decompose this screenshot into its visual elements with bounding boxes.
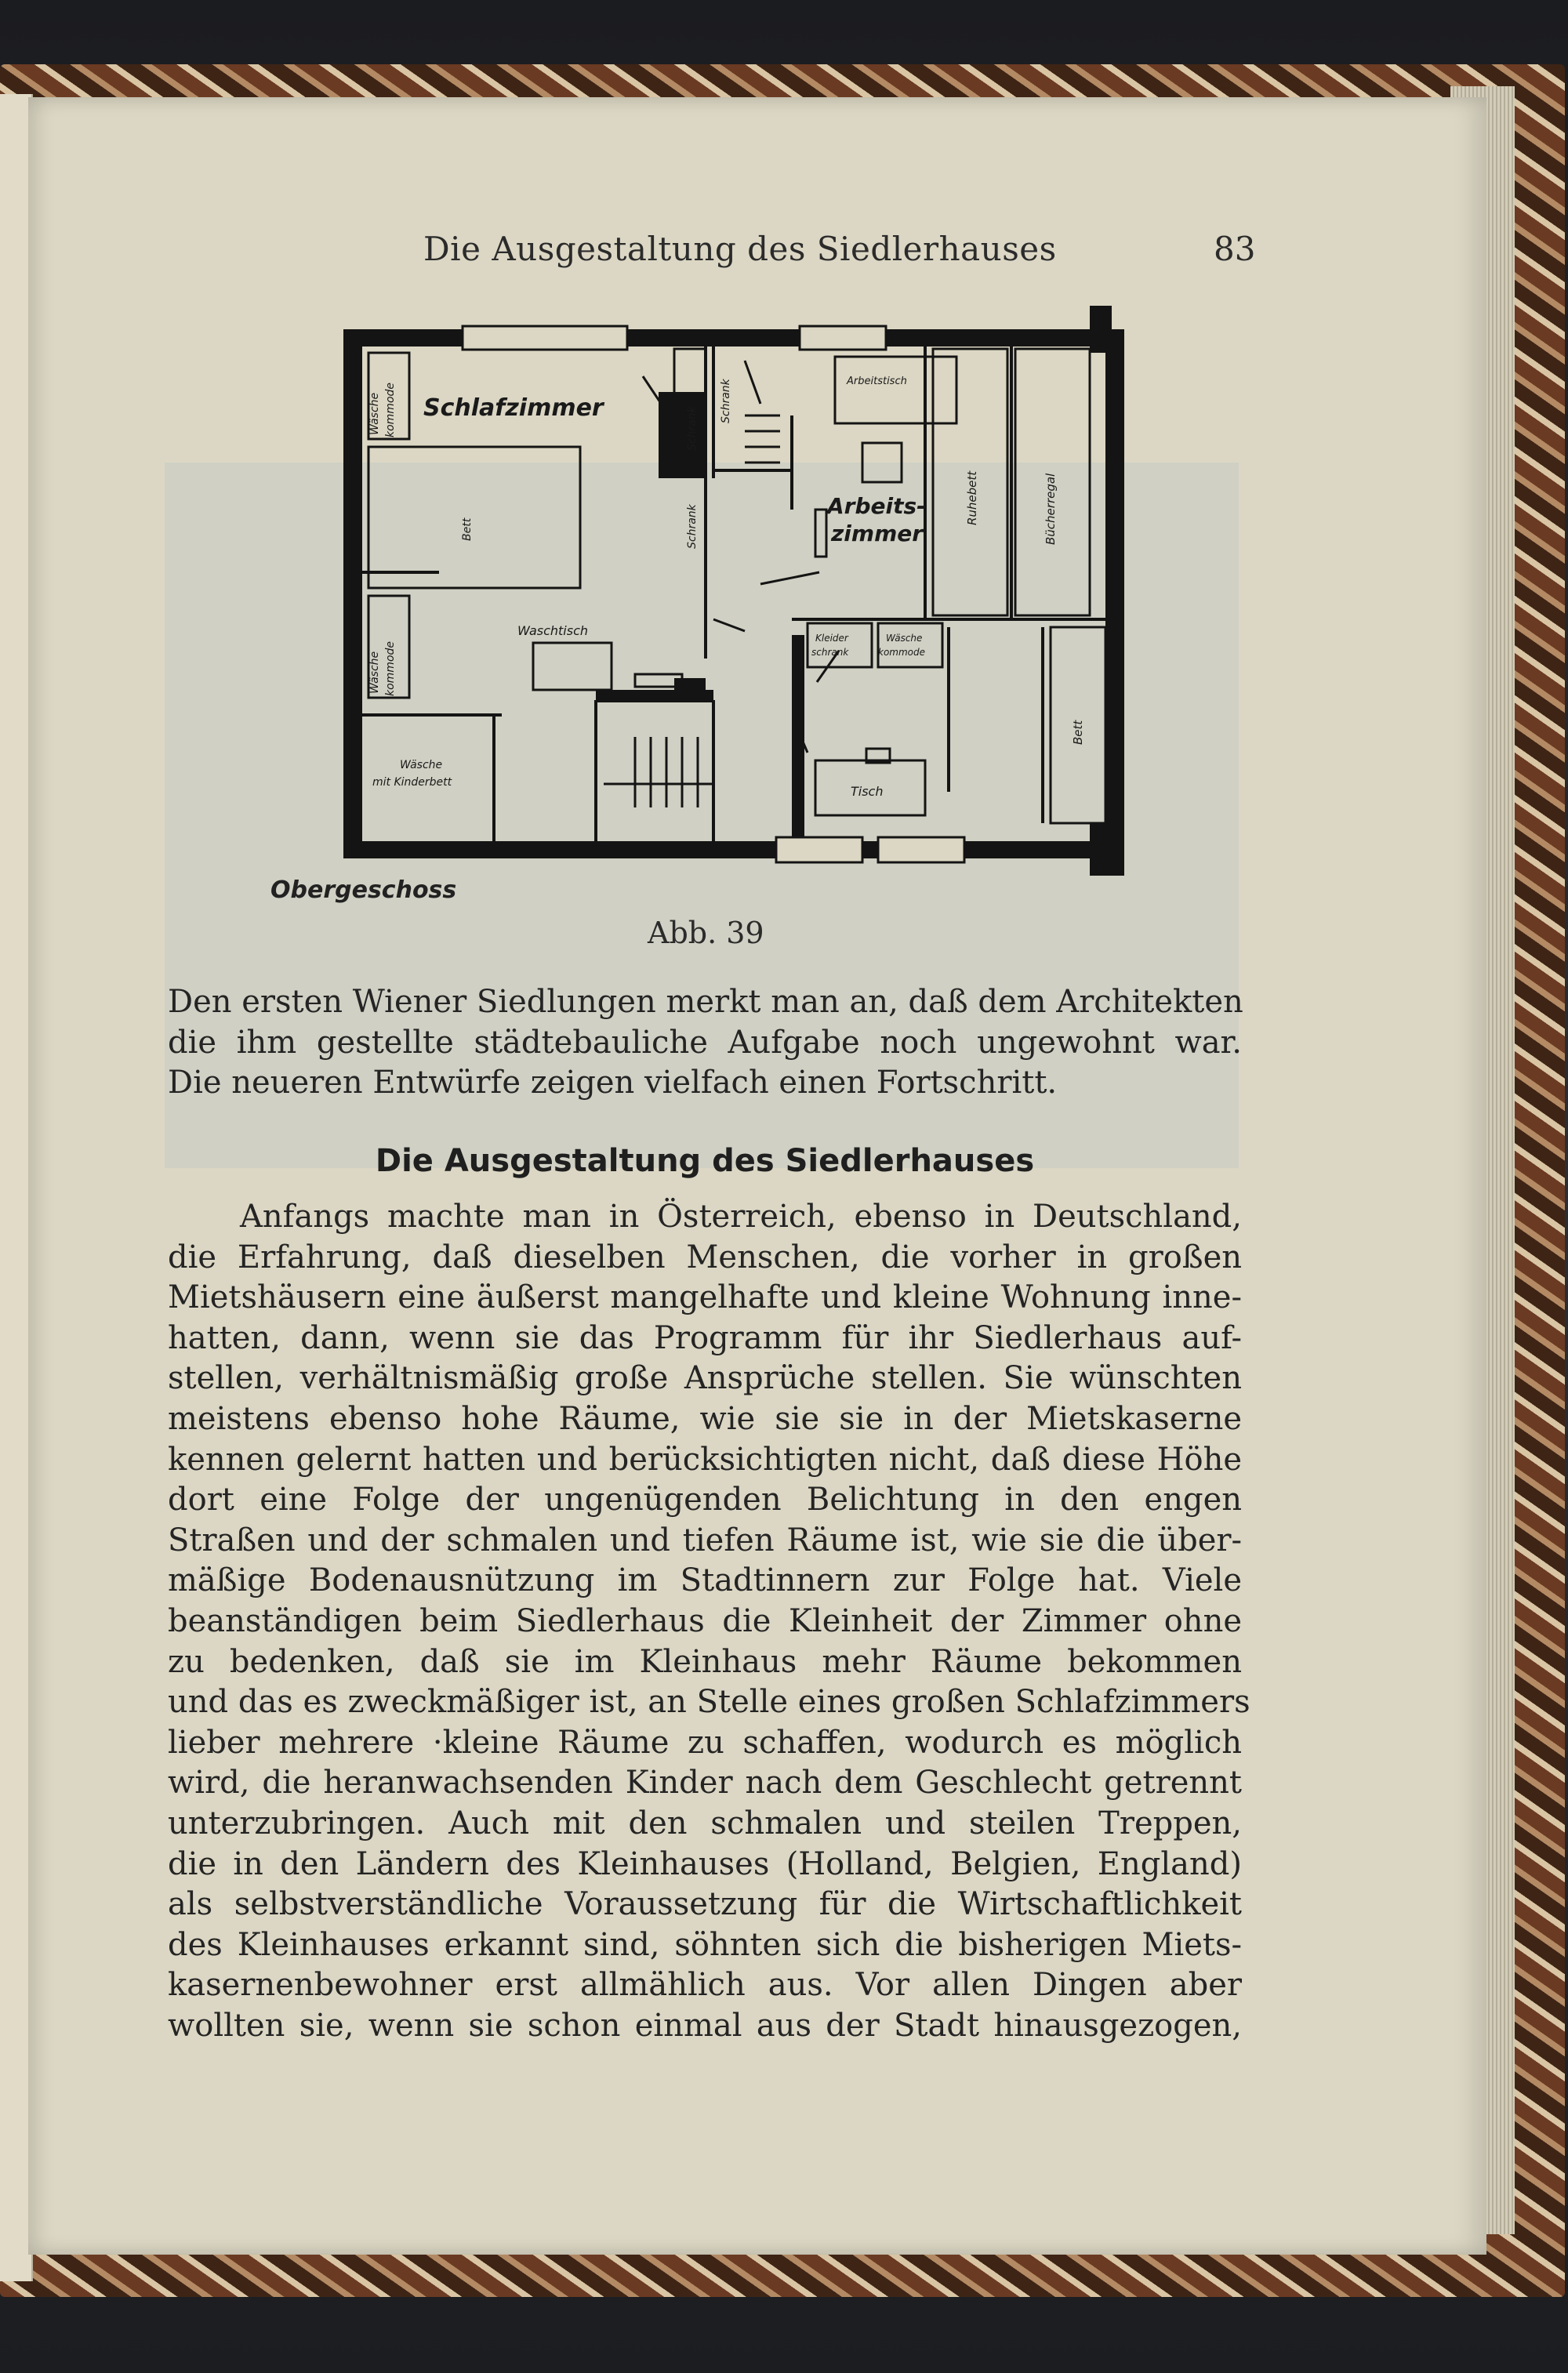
svg-text:Wäsche: Wäsche — [400, 759, 443, 771]
text-line: kennen gelernt hatten und berücksichtigten nicht, daß diese Höhe — [168, 1441, 1242, 1478]
svg-text:Wäsche: Wäsche — [886, 633, 923, 644]
text-line: lieber mehrere ·kleine Räume zu schaffen, wodurch es möglich — [168, 1724, 1242, 1761]
svg-text:kommode: kommode — [384, 640, 397, 696]
text-line: wird, die heranwachsenden Kinder nach dem Geschlecht getrennt — [168, 1765, 1242, 1802]
text-line: die in den Ländern des Kleinhauses (Holland, Belgien, England) — [168, 1845, 1242, 1882]
svg-text:Schrank: Schrank — [686, 406, 699, 451]
text-line: Anfangs machte man in Österreich, ebenso in Deutschland, — [240, 1199, 1242, 1235]
svg-text:Tisch: Tisch — [851, 784, 884, 799]
figure-caption: Obergeschoss — [270, 876, 457, 904]
text-line: als selbstverständliche Voraussetzung für die Wirtschaftlichkeit — [168, 1886, 1242, 1923]
text-line: die Erfahrung, daß dieselben Menschen, die vorher in großen — [168, 1239, 1242, 1275]
svg-text:Arbeitstisch: Arbeitstisch — [847, 376, 907, 387]
text-line: kasernenbewohner erst allmählich aus. Vor allen Dingen aber — [168, 1967, 1242, 2004]
text-line: dort eine Folge der ungenügenden Belichtung in den engen — [168, 1482, 1242, 1519]
text-line: stellen, verhältnismäßig große Ansprüche stellen. Sie wünschten — [168, 1360, 1242, 1397]
text-line: zu bedenken, daß sie im Kleinhaus mehr Räume bekommen — [168, 1643, 1242, 1680]
svg-text:kommode: kommode — [384, 382, 397, 437]
svg-text:Schlafzimmer: Schlafzimmer — [423, 394, 604, 422]
intro-paragraph — [168, 982, 1242, 1104]
bed-left — [368, 447, 580, 588]
text-line: und das es zweckmäßiger ist, an Stelle eines großen Schlafzimmers — [168, 1684, 1250, 1721]
svg-text:schrank: schrank — [811, 647, 849, 658]
text-line: Die neueren Entwürfe zeigen vielfach einen Fortschritt. — [168, 1065, 1058, 1101]
running-head: Die Ausgestaltung des Siedlerhauses — [423, 230, 1057, 268]
svg-text:Arbeits-: Arbeits- — [827, 493, 926, 519]
page-number: 83 — [1214, 230, 1256, 268]
svg-text:Bücherregal: Bücherregal — [1044, 473, 1058, 545]
svg-text:Schrank: Schrank — [686, 504, 699, 549]
text-line: meistens ebenso hohe Räume, wie sie sie in der Mietskaserne — [168, 1400, 1242, 1437]
svg-text:zimmer: zimmer — [831, 521, 924, 546]
text-line: Straßen und der schmalen und tiefen Räume ist, wie sie die über- — [168, 1522, 1242, 1558]
svg-text:Waschtisch: Waschtisch — [517, 623, 589, 638]
text-line: hatten, dann, wenn sie das Programm für ihr Siedlerhaus auf- — [168, 1319, 1242, 1356]
text-line: unterzubringen. Auch mit den schmalen und steilen Treppen, — [168, 1805, 1242, 1841]
text-line: mäßige Bodenausnützung im Stadtinnern zur Folge hat. Viele — [168, 1562, 1242, 1599]
text-line: beanständigen beim Siedlerhaus die Kleinheit der Zimmer ohne — [168, 1602, 1242, 1639]
svg-text:mit Kinderbett: mit Kinderbett — [372, 776, 452, 789]
svg-text:Wäsche: Wäsche — [368, 392, 381, 435]
text-line: wollten sie, wenn sie schon einmal aus der Stadt hinausgezogen, — [168, 2007, 1242, 2044]
text-line: Mietshäusern eine äußerst mangelhafte und kleine Wohnung inne- — [168, 1279, 1242, 1316]
svg-text:Wäsche: Wäsche — [368, 651, 381, 694]
text-line: des Kleinhauses erkannt sind, söhnten sich die bisherigen Miets- — [168, 1926, 1242, 1963]
svg-text:Bett: Bett — [1071, 720, 1085, 745]
text-line: Den ersten Wiener Siedlungen merkt man an, daß dem Architekten — [168, 984, 1243, 1020]
figure-label: Abb. 39 — [648, 916, 764, 950]
section-heading: Die Ausgestaltung des Siedlerhauses — [375, 1143, 1035, 1179]
section-paragraph — [168, 1197, 1250, 2046]
floor-plan-figure — [337, 306, 1168, 886]
svg-text:Schrank: Schrank — [720, 379, 732, 423]
text-line: die ihm gestellte städtebauliche Aufgabe noch ungewohnt war. — [168, 1024, 1242, 1061]
svg-text:kommode: kommode — [878, 647, 926, 658]
svg-text:Ruhebett: Ruhebett — [965, 470, 979, 525]
svg-text:Bett: Bett — [461, 517, 474, 541]
svg-text:Kleider: Kleider — [815, 633, 848, 644]
